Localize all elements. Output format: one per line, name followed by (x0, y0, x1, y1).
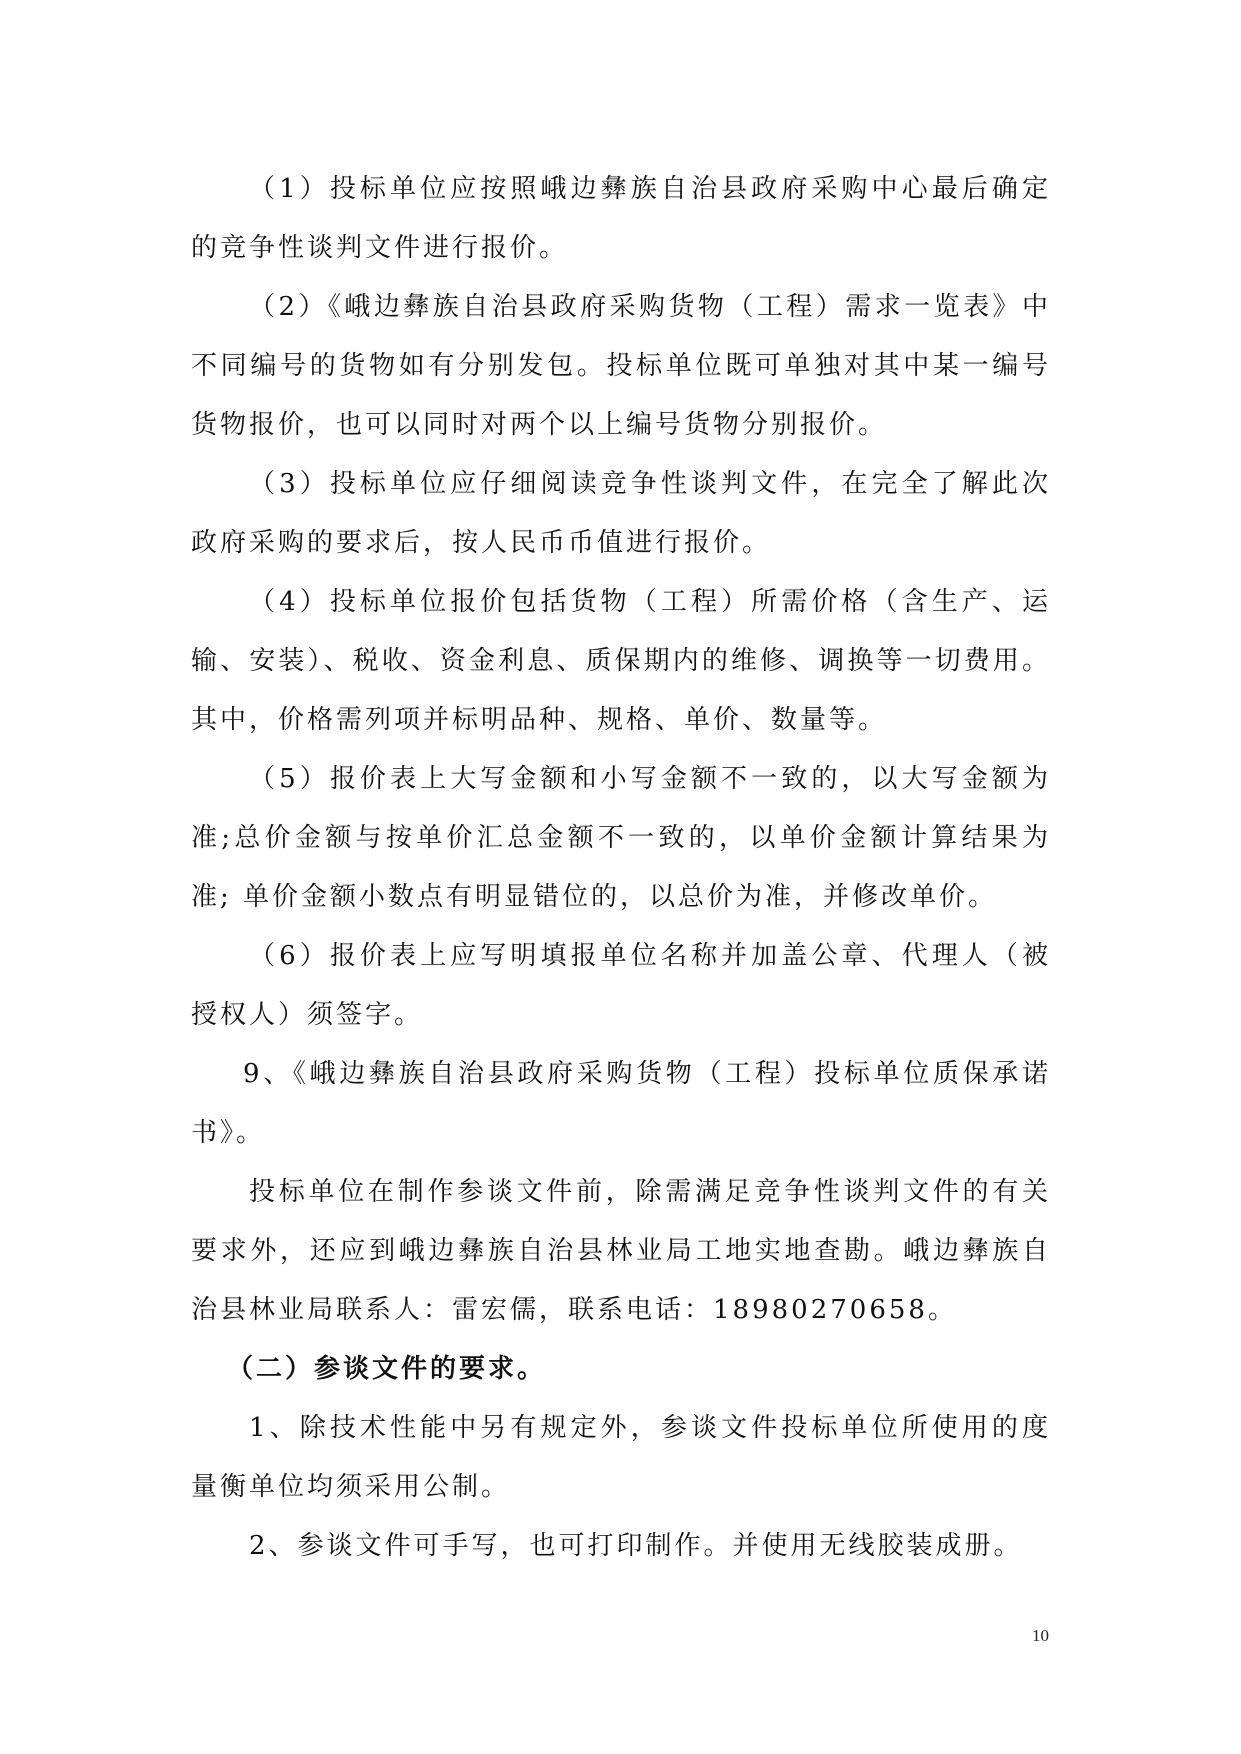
paragraph-site-inspection: 投标单位在制作参谈文件前，除需满足竞争性谈判文件的有关要求外，还应到峨边彝族自治县林业局工地实地查勘。峨边彝族自治县林业局联系人：雷宏儒，联系电话：18980270658。 (191, 1177, 1051, 1325)
paragraph-clause-9: 9、《峨边彝族自治县政府采购货物（工程）投标单位质保承诺书》。 (191, 1059, 1051, 1148)
paragraph-item-6: （6）报价表上应写明填报单位名称并加盖公章、代理人（被授权人）须签字。 (191, 941, 1051, 1030)
paragraph-item-5: （5）报价表上大写金额和小写金额不一致的，以大写金额为准;总价金额与按单价汇总金额不一致的，以单价金额计算结果为准; 单价金额小数点有明显错位的，以总价为准，并修改单价。 (191, 764, 1051, 912)
paragraph-item-2: （2）《峨边彝族自治县政府采购货物（工程）需求一览表》中不同编号的货物如有分别发包。投标单位既可单独对其中某一编号货物报价，也可以同时对两个以上编号货物分别报价。 (191, 292, 1051, 440)
section-heading: （二）参谈文件的要求。 (227, 1354, 547, 1384)
paragraph-item-1: （1）投标单位应按照峨边彝族自治县政府采购中心最后确定的竞争性谈判文件进行报价。 (191, 174, 1051, 263)
document-body (191, 160, 1051, 1576)
requirement-item-2: 2、参谈文件可手写，也可打印制作。并使用无线胶装成册。 (249, 1531, 1023, 1561)
requirement-item-1: 1、除技术性能中另有规定外，参谈文件投标单位所使用的度量衡单位均须采用公制。 (191, 1413, 1051, 1502)
paragraph-item-3: （3）投标单位应仔细阅读竞争性谈判文件，在完全了解此次政府采购的要求后，按人民币币值进行报价。 (191, 469, 1051, 558)
paragraph-item-4: （4）投标单位报价包括货物（工程）所需价格（含生产、运输、安装）、税收、资金利息、质保期内的维修、调换等一切费用。其中，价格需列项并标明品种、规格、单价、数量等。 (191, 587, 1051, 735)
page-number: 10 (1032, 1626, 1049, 1645)
